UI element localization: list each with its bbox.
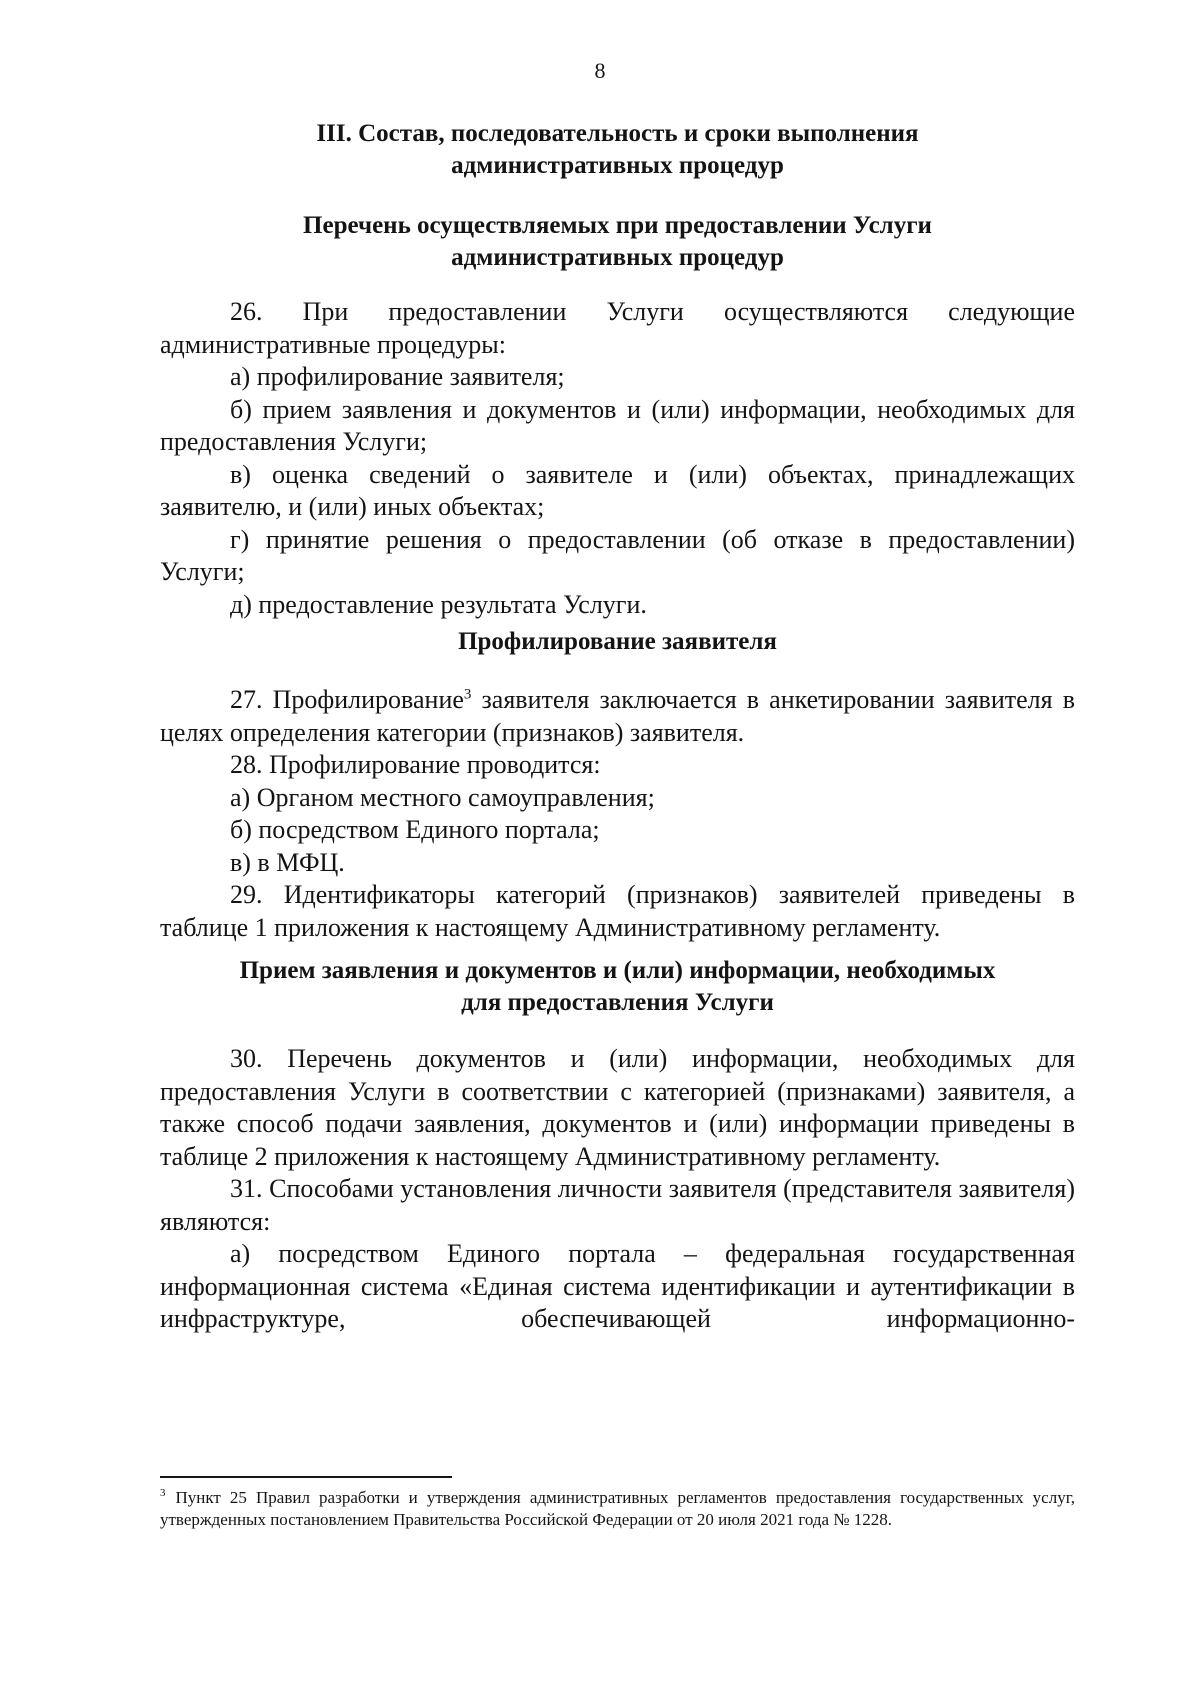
- paragraph-30: 30. Перечень документов и (или) информации, необходимых для предоставления Услуги в соответствии с категорией (признаками) заявителя, а также способ подачи заявления, документов и (или) информации приведены в таблице 2 приложения к настоящему Административному регламенту.: [160, 1044, 1075, 1171]
- list-item: г) принятие решения о предоставлении (об отказе в предоставлении) Услуги;: [160, 524, 1075, 586]
- section-heading: [160, 118, 1075, 182]
- list-item: а) профилирование заявителя;: [230, 362, 565, 391]
- paragraph-26-block: [160, 296, 1075, 621]
- list-item: д) предоставление результата Услуги.: [230, 589, 647, 619]
- paragraph-31: 31. Способами установления личности заявителя (представителя заявителя) являются:: [160, 1174, 1075, 1236]
- section-heading-line2: административных процедур: [451, 152, 784, 179]
- footnote-separator: [160, 1476, 452, 1478]
- reception-heading-line2: для предоставления Услуги: [461, 989, 774, 1016]
- footnote-text: Пункт 25 Правил разработки и утверждения административных регламентов предоставления государственных услуг, утвержденных постановлением Правительства Российской Федерации от 20 июля 2021 года № 1228.: [160, 1488, 1075, 1529]
- list-item: в) в МФЦ.: [230, 847, 345, 877]
- page-number: 8: [594, 58, 606, 83]
- footnote: [160, 1487, 1075, 1531]
- paragraph-29: 29. Идентификаторы категорий (признаков) заявителей приведены в таблице 1 приложения к настоящему Административному регламенту.: [160, 880, 1075, 942]
- list-item: а) Органом местного самоуправления;: [230, 782, 655, 812]
- procedures-heading-line2: административных процедур: [451, 244, 784, 271]
- procedures-heading: [160, 210, 1075, 274]
- paragraph-28: 28. Профилирование проводится:: [230, 750, 601, 779]
- paragraph-30-31-block: [160, 1043, 1075, 1336]
- paragraph-27-start: 27. Профилирование: [230, 685, 464, 714]
- profiling-heading: Профилирование заявителя: [458, 628, 777, 655]
- list-item: б) прием заявления и документов и (или) информации, необходимых для предоставления Услуги;: [160, 394, 1075, 456]
- reception-heading-line1: Прием заявления и документов и (или) информации, необходимых: [239, 957, 996, 984]
- list-item: б) посредством Единого портала;: [230, 815, 600, 844]
- reception-heading: [160, 955, 1075, 1019]
- list-item: а) посредством Единого портала – федеральная государственная информационная система «Единая система идентификации и аутентификации в инфраструктуре, обеспечивающей информационно-: [160, 1239, 1075, 1333]
- paragraph-27-end: заявителя заключается в анкетировании заявителя в целях определения категории (признаков) заявителя.: [160, 685, 1075, 747]
- footnote-reference[interactable]: 3: [463, 686, 472, 703]
- paragraph-27-29-block: [160, 684, 1075, 944]
- section-heading-line1: III. Состав, последовательность и сроки выполнения: [316, 120, 919, 147]
- paragraph-27: [160, 684, 1075, 749]
- list-item: в) оценка сведений о заявителе и (или) объектах, принадлежащих заявителю, и (или) иных объектах;: [160, 459, 1075, 521]
- paragraph-26: 26. При предоставлении Услуги осуществляются следующие административные процедуры:: [160, 297, 1075, 359]
- procedures-heading-line1: Перечень осуществляемых при предоставлении Услуги: [303, 212, 932, 239]
- footnote-mark: 3: [160, 1487, 166, 1500]
